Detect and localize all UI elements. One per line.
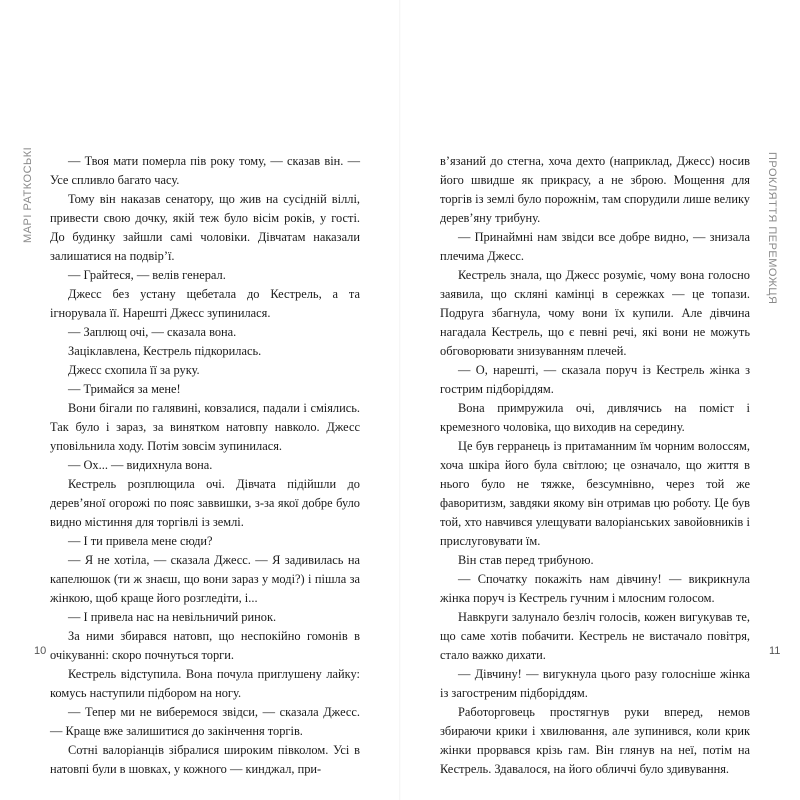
- paragraph: Він став перед трибуною.: [458, 553, 594, 567]
- paragraph: в’язаний до стегна, хоча дехто (наприклад, Джесс) носив його швидше як прикрасу, а не зброю. Мощення для торгів із землі було порожнім, там спорудили лише велику дерев’яну трибуну.: [440, 154, 750, 225]
- paragraph: — І привела нас на невільничий ринок.: [68, 610, 277, 624]
- paragraph: — Ох... — видихнула вона.: [68, 458, 213, 472]
- paragraph: — Заплющ очі, — сказала вона.: [68, 325, 237, 339]
- paragraph: Кестрель знала, що Джесс розуміє, чому вона голосно заявила, що скляні камінці в сережках — це топази. Подруга збагнула, чому вони їх купили. Але дівчина нагадала Кестрель, що є певні речі, які вони не можуть обговорювати знизуванням плечей.: [440, 268, 750, 358]
- paragraph: — Тепер ми не виберемося звідси, — сказала Джесс. — Краще вже залишитися до закінчення торгів.: [50, 705, 360, 738]
- paragraph: Це був герранець із притаманним їм чорним волоссям, хоча шкіра його була світлою; це означало, що життя в нього було не тяжке, безсумнівно, через той же фаворитизм, завдяки якому він отримав цю роботу. Це був той, хто навчився улещувати валоріанських завойовників і прислуговувати їм.: [440, 439, 750, 548]
- paragraph: Работорговець простягнув руки вперед, немов збираючи крики і хвилювання, але зупинився, коли крик жінки прорвався крізь гам. Він глянув на неї, потім на Кестрель. Здавалося, на його обличчі було здивування.: [440, 705, 750, 776]
- page-number-left: 10: [34, 645, 47, 657]
- right-page-text: [440, 152, 750, 779]
- paragraph: — Твоя мати померла пів року тому, — сказав він. — Усе спливло багато часу.: [50, 154, 360, 187]
- running-head-title: ПРОКЛЯТТЯ ПЕРЕМОЖЦЯ: [766, 152, 778, 305]
- paragraph: — Спочатку покажіть нам дівчину! — викрикнула жінка поруч із Кестрель гучним і млосним голосом.: [440, 572, 750, 605]
- paragraph: Сотні валоріанців зібралися широким півколом. Усі в натовпі були в шовках, у кожного — кинджал, при-: [50, 743, 360, 776]
- right-page: [400, 0, 800, 800]
- paragraph: — Грайтеся, — велів генерал.: [68, 268, 226, 282]
- paragraph: — І ти привела мене сюди?: [68, 534, 213, 548]
- left-page-text: [50, 152, 360, 779]
- paragraph: Вони бігали по галявині, ковзалися, падали і сміялись. Так було і зараз, за винятком натовпу навколо. Джесс уповільнила ходу. Потім зовсім зупинилася.: [50, 401, 360, 453]
- paragraph: — Тримайся за мене!: [68, 382, 181, 396]
- running-head-author: МАРІ РАТКОСЬКІ: [22, 146, 34, 243]
- paragraph: За ними збирався натовп, що неспокійно гомонів в очікуванні: скоро почнуться торги.: [50, 629, 360, 662]
- page-number-right: 11: [769, 645, 781, 657]
- paragraph: Джесс схопила її за руку.: [68, 363, 200, 377]
- paragraph: Кестрель розплющила очі. Дівчата підійшли до дерев’яної огорожі по пояс заввишки, з-за якої добре було видно містиння для торгівлі із землі.: [50, 477, 360, 529]
- paragraph: Тому він наказав сенатору, що жив на сусідній віллі, привести свою дочку, якій теж було вісім років, у гості. До будинку зайшли самі чоловіки. Дівчатам наказали залишатися на подвір’ї.: [50, 192, 360, 263]
- paragraph: Джесс без устану щебетала до Кестрель, а та ігнорувала її. Нарешті Джесс зупинилася.: [50, 287, 360, 320]
- paragraph: — Принаймні нам звідси все добре видно, — знизала плечима Джесс.: [440, 230, 750, 263]
- paragraph: Вона примружила очі, дивлячись на поміст і кремезного чоловіка, що виходив на середину.: [440, 401, 750, 434]
- paragraph: — О, нарешті, — сказала поруч із Кестрель жінка з гострим підборіддям.: [440, 363, 750, 396]
- paragraph: — Дівчину! — вигукнула цього разу голосніше жінка із загостреним підборіддям.: [440, 667, 750, 700]
- paragraph: Кестрель відступила. Вона почула приглушену лайку: комусь наступили підбором на ногу.: [50, 667, 360, 700]
- paragraph: Заціклавлена, Кестрель підкорилась.: [68, 344, 262, 358]
- paragraph: — Я не хотіла, — сказала Джесс. — Я задивилась на капелюшок (ти ж знаєш, що вони зараз у моді?) і пішла за жінкою, щоб краще його розгледіти, і...: [50, 553, 360, 605]
- paragraph: Навкруги залунало безліч голосів, кожен вигукував те, що саме хотів побачити. Кестрель не вистачало повітря, стало важко дихати.: [440, 610, 750, 662]
